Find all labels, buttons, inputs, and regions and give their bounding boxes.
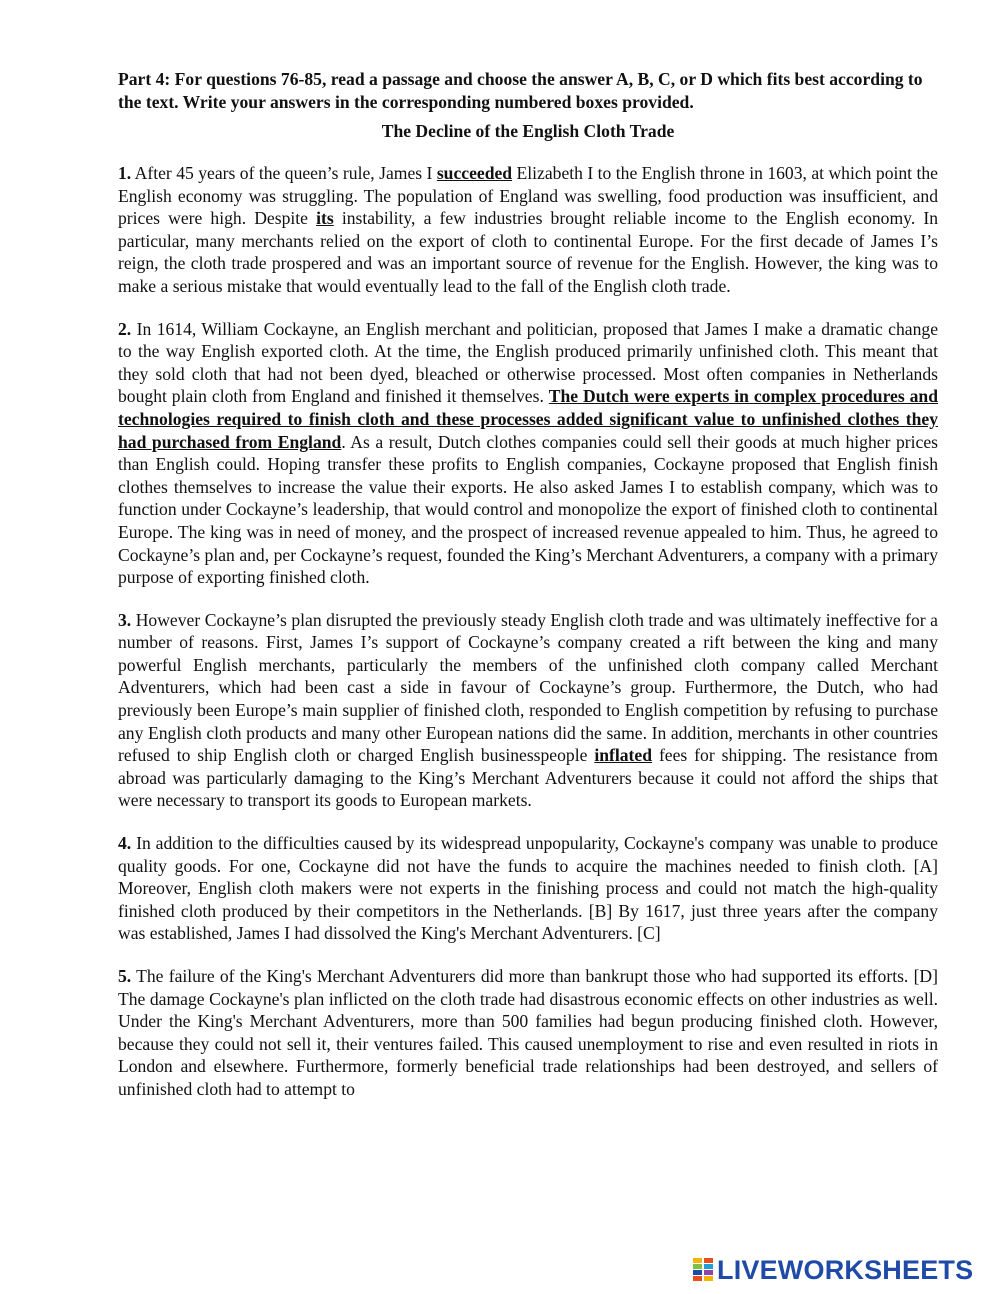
instructions: Part 4: For questions 76-85, read a passage and choose the answer A, B, C, or D which fits best according to the text. Write your answers in the corresponding numbered boxes provided. bbox=[118, 69, 923, 112]
passage-title: The Decline of the English Cloth Trade bbox=[381, 121, 675, 141]
paragraph-text: fees for shipping. The resistance from abroad was particularly damaging to the King’s Merchant Adventurers because it could not afford the ships that were necessary to transport its goods to European markets. bbox=[118, 745, 938, 811]
paragraph-5 bbox=[118, 965, 938, 1101]
paragraph-text: The failure of the King's Merchant Adventurers did more than bankrupt those who had supported its efforts. [D] The damage Cockayne's plan inflicted on the cloth trade had disastrous economic effects on other industries as well. Under the King's Merchant Adventurers, more than 500 families had begun producing finished cloth. However, because they could not sell it, their ventures failed. This caused unemployment to rise and even resulted in riots in London and elsewhere. Furthermore, formerly beneficial trade relationships had been destroyed, and sellers of unfinished cloth had to attempt to bbox=[118, 966, 938, 1099]
paragraph-text: Elizabeth I to the English throne in 1603, at which point the English economy was struggling. The population of England was swelling, food production was insufficient, and prices were high. Despite bbox=[118, 163, 938, 229]
worksheet-page bbox=[118, 68, 938, 1101]
paragraph-4 bbox=[118, 832, 938, 945]
paragraph-2 bbox=[118, 318, 938, 589]
paragraph-number: 2. bbox=[118, 318, 132, 339]
paragraph-text: After 45 years of the queen’s rule, James I bbox=[131, 163, 437, 183]
logo-text: LIVEWORKSHEETS bbox=[717, 1255, 974, 1285]
paragraph-text: In 1614, William Cockayne, an English merchant and politician, proposed that James I make a dramatic change to the way English exported cloth. At the time, the English produced primarily unfinished cloth. This meant that they sold cloth that had not been dyed, bleached or otherwise processed. Most often companies in Netherlands bought plain cloth from England and finished it themselves. bbox=[118, 318, 938, 407]
paragraph-number: 3. bbox=[118, 609, 132, 630]
paragraph-number: 5. bbox=[118, 966, 132, 986]
paragraph-text: However Cockayne’s plan disrupted the previously steady English cloth trade and was ultimately ineffective for a number of reasons. First, James I’s support of Cockayne’s company created a rift between the king and many powerful English merchants, particularly the members of the unfinished cloth company called Merchant Adventurers, which had been cast a side in favour of Cockayne’s group. Furthermore, the Dutch, who had previously been Europe’s main supplier of finished cloth, responded to English competition by refusing to purchase any English cloth products and many other European nations did the same. In addition, merchants in other countries refused to ship English cloth or charged English businesspeople bbox=[118, 609, 938, 766]
paragraph-text: . As a result, Dutch clothes companies could sell their goods at much higher prices than English could. Hoping transfer these profits to English companies, Cockayne proposed that English finish clothes themselves to increase the value their exports. He also asked James I to establish company, which was to function under Cockayne’s leadership, that would control and monopolize the export of finished cloth to continental Europe. The king was in need of money, and the prospect of increased revenue appealed to him. Thus, he agreed to Cockayne’s plan and, per Cockayne’s request, founded the King’s Merchant Adventurers, a company with a primary purpose of exporting finished cloth. bbox=[118, 431, 938, 588]
highlighted-word-its: its bbox=[316, 208, 334, 229]
highlighted-sentence-dutch-experts: The Dutch were experts in complex procedures and technologies required to finish cloth and these processes added significant value to unfinished clothes they had purchased from England bbox=[118, 386, 939, 452]
paragraph-number: 4. bbox=[118, 833, 132, 854]
paragraph-number: 1. bbox=[118, 163, 132, 183]
paragraph-3 bbox=[118, 609, 938, 812]
paragraph-text: In addition to the difficulties caused by its widespread unpopularity, Cockayne's company was unable to produce quality goods. For one, Cockayne did not have the funds to acquire the machines needed to finish cloth. [A] Moreover, English cloth makers were not experts in the finishing process and could not match the high-quality finished cloth produced by their competitors in the Netherlands. [B] By 1617, just three years after the company was established, James I had dissolved the King's Merchant Adventurers. [C] bbox=[118, 833, 938, 944]
paragraph-text: instability, a few industries brought reliable income to the English economy. In particular, many merchants relied on the export of cloth to continental Europe. For the first decade of James I’s reign, the cloth trade prospered and was an important source of revenue for the English. However, the king was to make a serious mistake that would eventually lead to the fall of the English cloth trade. bbox=[118, 208, 938, 296]
highlighted-word-inflated: inflated bbox=[594, 745, 653, 766]
highlighted-word-succeeded: succeeded bbox=[436, 163, 513, 183]
liveworksheets-logo bbox=[693, 1256, 973, 1284]
liveworksheets-logo-icon bbox=[693, 1258, 713, 1282]
paragraph-1 bbox=[118, 162, 938, 298]
